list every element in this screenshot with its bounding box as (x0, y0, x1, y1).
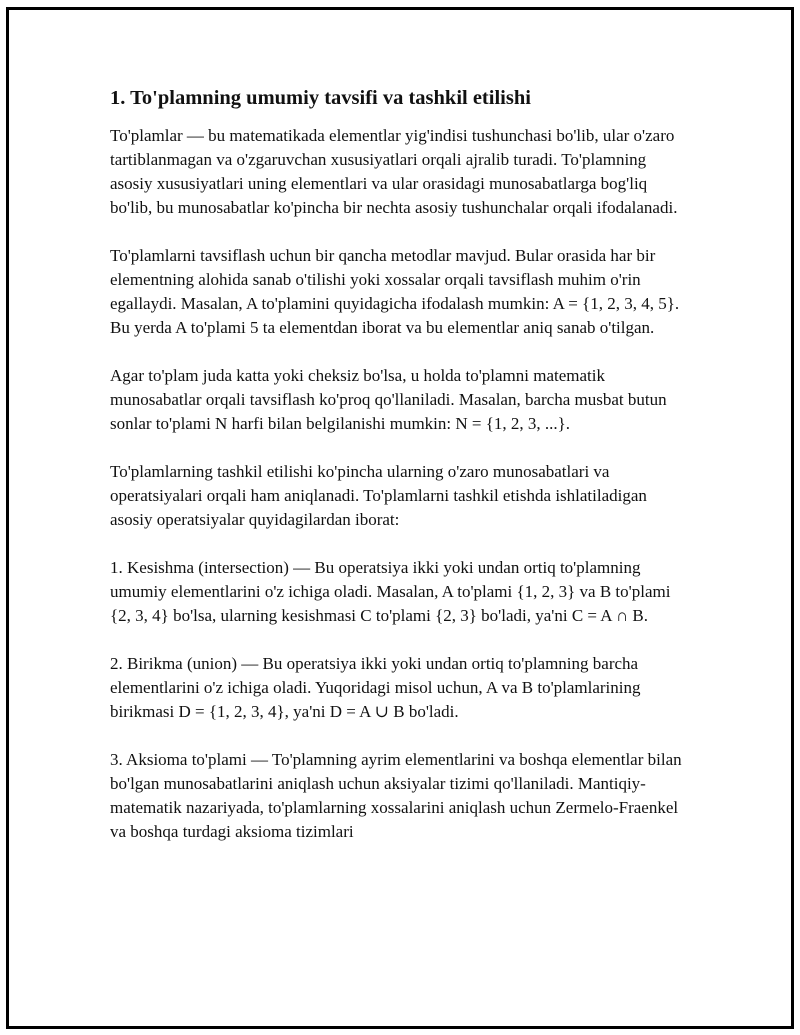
paragraph-intersection: 1. Kesishma (intersection) — Bu operatsiya ikki yoki undan ortiq to'plamning umumiy elementlarini o'z ichiga oladi. Masalan, A to'plami {1, 2, 3} va B to'plami {2, 3, 4} bo'lsa, ularning kesishmasi C to'plami {2, 3} bo'ladi, ya'ni C = A ∩ B. (110, 558, 671, 625)
paragraph-union: 2. Birikma (union) — Bu operatsiya ikki yoki undan ortiq to'plamning barcha elementlarini o'z ichiga oladi. Yuqoridagi misol uchun, A va B to'plamlarining birikmasi D = {1, 2, 3, 4}, ya'ni D = A ∪ B bo'ladi. (110, 654, 641, 721)
paragraph-infinite-sets: Agar to'plam juda katta yoki cheksiz bo'lsa, u holda to'plamni matematik munosabatlar orqali tavsiflash ko'proq qo'llaniladi. Masalan, barcha musbat butun sonlar to'plami N harfi bilan belgilanishi mumkin: N = {1, 2, 3, ...}. (110, 366, 667, 433)
paragraph-axiom-set: 3. Aksioma to'plami — To'plamning ayrim elementlarini va boshqa elementlar bilan bo'lgan munosabatlarini aniqlash uchun aksiyalar tizimi qo'llaniladi. Mantiqiy-matematik nazariyada, to'plamlarning xossalarini aniqlash uchun Zermelo-Fraenkel va boshqa turdagi aksioma tizimlari (110, 750, 682, 841)
paragraph-intro: To'plamlar — bu matematikada elementlar yig'indisi tushunchasi bo'lib, ular o'zaro tartiblanmagan va o'zgaruvchan xususiyatlari orqali ajralib turadi. To'plamning asosiy xususiyatlari uning elementlari va ular orasidagi munosabatlarga bog'liq bo'lib, bu munosabatlar ko'pincha bir nechta asosiy tushunchalar orqali ifodalanadi. (110, 126, 678, 217)
document-body (110, 82, 685, 868)
section-title: 1. To'plamning umumiy tavsifi va tashkil etilishi (110, 87, 531, 109)
paragraph-operations-intro: To'plamlarning tashkil etilishi ko'pincha ularning o'zaro munosabatlari va operatsiyalari orqali ham aniqlanadi. To'plamlarni tashkil etishda ishlatiladigan asosiy operatsiyalar quyidagilardan iborat: (110, 462, 647, 529)
paragraph-description-methods: To'plamlarni tavsiflash uchun bir qancha metodlar mavjud. Bular orasida har bir elementning alohida sanab o'tilishi yoki xossalar orqali tavsiflash muhim o'rin egallaydi. Masalan, A to'plamini quyidagicha ifodalash mumkin: A = {1, 2, 3, 4, 5}. Bu yerda A to'plami 5 ta elementdan iborat va bu elementlar aniq sanab o'tilgan. (110, 246, 680, 337)
